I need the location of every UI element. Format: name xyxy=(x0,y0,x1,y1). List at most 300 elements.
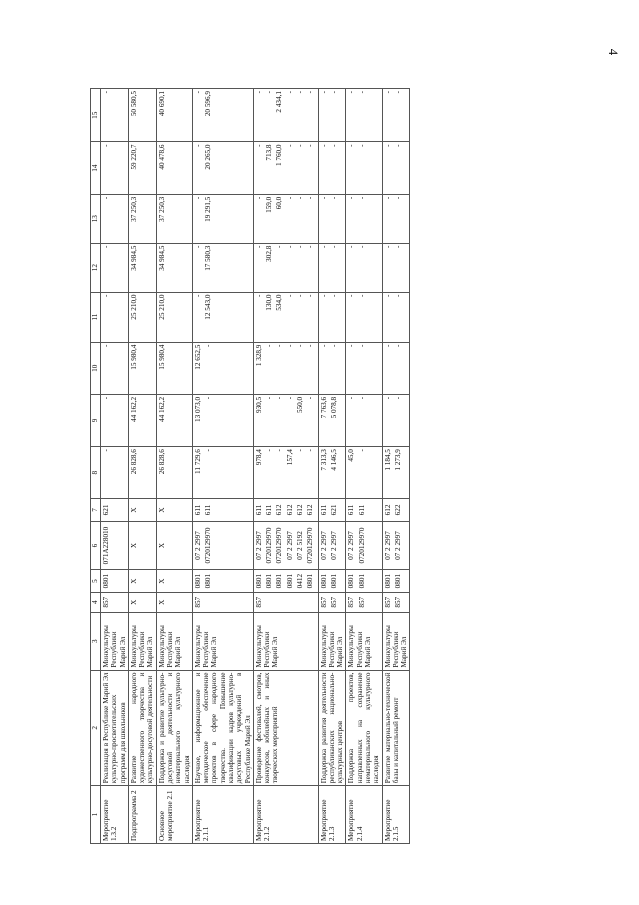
cell-value: - xyxy=(295,294,304,297)
col-header: 15 xyxy=(91,89,101,142)
measure-code: Основное мероприятие 2.1 xyxy=(156,786,192,844)
cell-value: - xyxy=(275,245,284,249)
cell-c7 xyxy=(192,499,253,521)
col-header: 3 xyxy=(91,612,101,670)
cell-c10 xyxy=(253,342,318,394)
measure-code: Подпрограмма 2 xyxy=(128,786,156,844)
cell-c7 xyxy=(346,499,382,521)
responsible-executor: Минкультуры Республики Марий Эл xyxy=(253,612,318,670)
cell-value: 0801 xyxy=(254,573,263,589)
table-row xyxy=(346,89,382,844)
table-row xyxy=(128,89,156,844)
cell-c11 xyxy=(156,292,192,342)
cell-c9 xyxy=(101,394,129,446)
cell-value: - xyxy=(329,196,338,200)
cell-c4 xyxy=(192,592,253,612)
cell-value: - xyxy=(285,294,294,297)
cell-value: - xyxy=(285,144,294,147)
col-header: 9 xyxy=(91,394,101,446)
cell-value: - xyxy=(357,196,366,200)
table-row xyxy=(156,89,192,844)
col-header: 1 xyxy=(91,786,101,844)
cell-value: - xyxy=(193,294,202,297)
cell-value: 621 xyxy=(102,504,110,516)
cell-c13 xyxy=(101,194,129,243)
cell-c15 xyxy=(382,89,410,142)
cell-value: 07 2 2997 xyxy=(329,531,338,560)
cell-value: 0801 xyxy=(329,573,338,589)
table-row xyxy=(382,89,410,844)
cell-c7 xyxy=(318,499,346,521)
cell-value: - xyxy=(275,449,284,452)
cell-c5 xyxy=(346,570,382,592)
cell-value: 0720129970 xyxy=(306,527,315,564)
cell-value: - xyxy=(357,245,366,249)
table-row xyxy=(318,89,346,844)
cell-value: - xyxy=(102,144,110,147)
cell-value: 44 162,2 xyxy=(129,396,138,422)
cell-value: - xyxy=(295,196,304,200)
cell-value: 26 828,6 xyxy=(129,449,138,475)
measure-code: Мероприятие 1.3.2 xyxy=(101,786,129,844)
cell-value: 713,8 xyxy=(265,144,274,161)
cell-value: 612 xyxy=(306,504,315,516)
cell-value: 4 146,5 xyxy=(329,449,338,471)
cell-c15 xyxy=(128,89,156,142)
col-header: 11 xyxy=(91,292,101,342)
cell-value: 0801 xyxy=(306,573,315,589)
cell-value: - xyxy=(383,294,392,297)
measure-code: Мероприятие 2.1.2 xyxy=(253,786,318,844)
responsible-executor: Минкультуры Республики Марий Эл xyxy=(318,612,346,670)
cell-value: 26 828,6 xyxy=(157,449,166,475)
cell-value: - xyxy=(275,396,284,400)
cell-value: 2 434,1 xyxy=(275,91,284,113)
cell-value: 612 xyxy=(383,504,392,516)
cell-value: 130,0 xyxy=(265,294,274,311)
cell-value: - xyxy=(102,91,110,94)
cell-c8 xyxy=(253,447,318,499)
cell-value: X xyxy=(129,542,138,549)
cell-c10 xyxy=(128,342,156,394)
cell-value: 0801 xyxy=(265,573,274,589)
cell-c9 xyxy=(156,394,192,446)
cell-value: 17 580,3 xyxy=(204,245,213,271)
cell-c14 xyxy=(128,142,156,194)
cell-value: - xyxy=(193,245,202,249)
cell-value: 857 xyxy=(393,596,402,608)
cell-c9 xyxy=(128,394,156,446)
cell-value: - xyxy=(347,294,356,297)
cell-value: 622 xyxy=(393,504,402,516)
cell-value: 0801 xyxy=(102,573,110,589)
cell-value: - xyxy=(306,449,315,452)
cell-value: - xyxy=(347,396,356,400)
cell-value: - xyxy=(347,144,356,147)
cell-value: - xyxy=(306,196,315,200)
cell-value: 45,0 xyxy=(347,449,356,462)
cell-value: X xyxy=(129,507,138,513)
cell-c6 xyxy=(318,521,346,570)
cell-value: 0801 xyxy=(393,573,402,589)
cell-c9 xyxy=(253,394,318,446)
cell-value: - xyxy=(295,245,304,249)
cell-value: - xyxy=(193,144,202,147)
budget-table xyxy=(90,88,410,844)
cell-value: - xyxy=(102,449,110,452)
cell-value: 0720129970 xyxy=(275,527,284,564)
cell-value: - xyxy=(347,196,356,200)
cell-value: - xyxy=(393,196,402,200)
cell-value: - xyxy=(357,91,366,94)
cell-value: - xyxy=(285,396,294,400)
cell-c4 xyxy=(253,592,318,612)
responsible-executor: Минкультуры Республики Марий Эл xyxy=(382,612,410,670)
cell-value: - xyxy=(295,449,304,452)
page-number: 4 xyxy=(606,48,621,56)
cell-value: 40 478,6 xyxy=(157,144,166,170)
cell-value: 857 xyxy=(102,596,110,608)
cell-value: 857 xyxy=(347,596,356,608)
cell-value: 07 2 2997 xyxy=(347,531,356,560)
cell-c9 xyxy=(318,394,346,446)
cell-value: 40 690,1 xyxy=(157,91,166,117)
cell-c8 xyxy=(101,447,129,499)
cell-c13 xyxy=(128,194,156,243)
cell-c6 xyxy=(128,521,156,570)
cell-value: 157,4 xyxy=(285,449,294,466)
cell-c14 xyxy=(318,142,346,194)
cell-value: 159,0 xyxy=(265,196,274,213)
cell-c6 xyxy=(382,521,410,570)
cell-value: - xyxy=(329,144,338,147)
cell-value: 12 543,0 xyxy=(204,294,213,320)
cell-value: - xyxy=(383,144,392,147)
cell-value: - xyxy=(329,294,338,297)
cell-c12 xyxy=(318,243,346,292)
table-row xyxy=(101,89,129,844)
cell-value: 20 265,0 xyxy=(204,144,213,170)
cell-value: - xyxy=(295,91,304,94)
cell-c12 xyxy=(382,243,410,292)
cell-value: - xyxy=(306,294,315,297)
cell-c12 xyxy=(128,243,156,292)
col-header: 12 xyxy=(91,243,101,292)
cell-value: - xyxy=(319,196,328,200)
cell-value: - xyxy=(285,91,294,94)
cell-value: 611 xyxy=(347,504,356,516)
cell-c4 xyxy=(318,592,346,612)
cell-c9 xyxy=(192,394,253,446)
cell-value: - xyxy=(383,245,392,249)
cell-c11 xyxy=(382,292,410,342)
measure-title: Проведение фестивалей, смотров, конкурсов, юбилейных и иных творческих мероприятий xyxy=(253,670,318,786)
cell-value: - xyxy=(254,196,263,200)
cell-c15 xyxy=(318,89,346,142)
cell-value: 34 984,5 xyxy=(157,245,166,271)
measure-code: Мероприятие 2.1.3 xyxy=(318,786,346,844)
cell-c9 xyxy=(346,394,382,446)
cell-c13 xyxy=(156,194,192,243)
cell-value: - xyxy=(193,91,202,94)
cell-value: - xyxy=(265,449,274,452)
cell-value: - xyxy=(329,245,338,249)
cell-c8 xyxy=(346,447,382,499)
cell-c5 xyxy=(253,570,318,592)
cell-value: - xyxy=(393,344,402,347)
cell-value: 302,8 xyxy=(265,245,274,262)
cell-c6 xyxy=(253,521,318,570)
cell-value: 37 250,3 xyxy=(157,196,166,222)
cell-value: - xyxy=(102,396,110,400)
cell-value: 0801 xyxy=(347,573,356,589)
cell-value: 12 652,5 xyxy=(193,344,202,370)
cell-value: - xyxy=(295,144,304,147)
col-header: 13 xyxy=(91,194,101,243)
cell-c8 xyxy=(128,447,156,499)
responsible-executor: Минкультуры Республики Марий Эл xyxy=(101,612,129,670)
cell-value: - xyxy=(357,144,366,147)
cell-value: 0801 xyxy=(275,573,284,589)
cell-c7 xyxy=(382,499,410,521)
cell-value: - xyxy=(347,245,356,249)
cell-value: 612 xyxy=(275,504,284,516)
col-header: 5 xyxy=(91,570,101,592)
cell-value: - xyxy=(102,294,110,297)
cell-c10 xyxy=(318,342,346,394)
col-header: 2 xyxy=(91,670,101,786)
cell-value: 07 2 2997 xyxy=(393,531,402,560)
cell-value: - xyxy=(357,449,366,452)
cell-value: 611 xyxy=(254,504,263,516)
cell-c9 xyxy=(382,394,410,446)
cell-value: 611 xyxy=(265,504,274,516)
cell-value: - xyxy=(265,91,274,94)
cell-c14 xyxy=(192,142,253,194)
cell-value: 611 xyxy=(357,504,366,516)
table-body xyxy=(101,89,410,844)
cell-c14 xyxy=(346,142,382,194)
cell-value: X xyxy=(157,578,166,584)
responsible-executor: Минкультуры Республики Марий Эл xyxy=(346,612,382,670)
cell-value: 59 220,7 xyxy=(129,144,138,170)
cell-value: - xyxy=(319,91,328,94)
cell-c15 xyxy=(156,89,192,142)
cell-value: - xyxy=(393,245,402,249)
cell-value: - xyxy=(347,91,356,94)
cell-value: 857 xyxy=(329,596,338,608)
cell-c5 xyxy=(318,570,346,592)
responsible-executor: Минкультуры Республики Марий Эл xyxy=(156,612,192,670)
cell-value: 857 xyxy=(254,596,263,608)
measure-code: Мероприятие 2.1.5 xyxy=(382,786,410,844)
cell-value: 07 2 5192 xyxy=(295,531,304,560)
cell-c6 xyxy=(101,521,129,570)
cell-c5 xyxy=(192,570,253,592)
cell-c5 xyxy=(101,570,129,592)
cell-value: - xyxy=(383,91,392,94)
cell-c11 xyxy=(128,292,156,342)
cell-value: - xyxy=(383,196,392,200)
cell-value: 13 073,0 xyxy=(193,396,202,422)
responsible-executor: Минкультуры Республики Марий Эл xyxy=(128,612,156,670)
cell-value: - xyxy=(306,344,315,347)
col-header: 8 xyxy=(91,447,101,499)
column-number-row xyxy=(91,89,101,844)
cell-c15 xyxy=(192,89,253,142)
cell-c10 xyxy=(192,342,253,394)
cell-value: 611 xyxy=(193,504,202,516)
cell-value: - xyxy=(329,344,338,347)
cell-value: 857 xyxy=(319,596,328,608)
cell-value: - xyxy=(383,396,392,400)
cell-c15 xyxy=(253,89,318,142)
cell-value: 1 273,9 xyxy=(393,449,402,471)
measure-code: Мероприятие 2.1.1 xyxy=(192,786,253,844)
cell-value: 930,5 xyxy=(254,396,263,414)
cell-value: 7 763,6 xyxy=(319,396,328,419)
cell-c15 xyxy=(101,89,129,142)
cell-value: X xyxy=(129,599,138,605)
cell-value: 1 328,9 xyxy=(254,344,263,367)
cell-value: - xyxy=(329,91,338,94)
col-header: 6 xyxy=(91,521,101,570)
cell-value: - xyxy=(285,245,294,249)
cell-c7 xyxy=(156,499,192,521)
cell-value: 60,0 xyxy=(275,196,284,210)
cell-value: - xyxy=(265,344,274,347)
cell-value: - xyxy=(319,344,328,347)
measure-title: Поддержка и развитие культурно-досуговой деятельности и нематериального культурного наследия xyxy=(156,670,192,786)
cell-value: - xyxy=(306,91,315,94)
cell-value: 07 2 2997 xyxy=(193,531,202,560)
cell-value: 857 xyxy=(357,596,366,608)
cell-c10 xyxy=(382,342,410,394)
cell-value: - xyxy=(357,396,366,400)
cell-value: 50 580,5 xyxy=(129,91,138,117)
cell-value: - xyxy=(193,196,202,200)
cell-value: X xyxy=(157,507,166,513)
measure-title: Реализация в Республике Марий Эл культурно-просветительских программ для школьников xyxy=(101,670,129,786)
cell-c13 xyxy=(253,194,318,243)
cell-value: X xyxy=(129,578,138,584)
table-row xyxy=(253,89,318,844)
cell-c10 xyxy=(346,342,382,394)
cell-c15 xyxy=(346,89,382,142)
cell-value: X xyxy=(157,542,166,549)
cell-value: 0801 xyxy=(383,573,392,589)
cell-c10 xyxy=(101,342,129,394)
cell-value: - xyxy=(204,396,213,400)
cell-value: - xyxy=(285,344,294,347)
cell-value: 071A228010 xyxy=(102,526,110,565)
cell-value: 0801 xyxy=(357,573,366,589)
cell-value: 0801 xyxy=(319,573,328,589)
measure-code: Мероприятие 2.1.4 xyxy=(346,786,382,844)
cell-value: 44 162,2 xyxy=(157,396,166,422)
measure-title: Научное, информационное и методическое обеспечение проектов в сфере народного творчества. Повышение квалификации кадров культурно-досуговых учреждений в Республике Марий Эл xyxy=(192,670,253,786)
cell-c13 xyxy=(318,194,346,243)
cell-value: 1 760,0 xyxy=(275,144,284,167)
cell-value: 857 xyxy=(383,596,392,608)
cell-value: 621 xyxy=(329,504,338,516)
cell-value: 611 xyxy=(204,504,213,516)
cell-value: 857 xyxy=(193,596,202,608)
cell-c5 xyxy=(382,570,410,592)
cell-value: - xyxy=(204,449,213,452)
responsible-executor: Минкультуры Республики Марий Эл xyxy=(192,612,253,670)
cell-value: - xyxy=(393,144,402,147)
cell-value: - xyxy=(254,91,263,94)
cell-c8 xyxy=(192,447,253,499)
cell-value: 37 250,3 xyxy=(129,196,138,222)
cell-value: X xyxy=(157,599,166,605)
cell-value: - xyxy=(383,344,392,347)
cell-c4 xyxy=(156,592,192,612)
col-header: 14 xyxy=(91,142,101,194)
cell-value: 978,4 xyxy=(254,449,263,466)
cell-c14 xyxy=(156,142,192,194)
cell-value: 0801 xyxy=(204,573,213,589)
cell-c4 xyxy=(346,592,382,612)
cell-c7 xyxy=(253,499,318,521)
cell-value: - xyxy=(357,294,366,297)
cell-c8 xyxy=(382,447,410,499)
cell-c13 xyxy=(382,194,410,243)
cell-c12 xyxy=(156,243,192,292)
cell-value: - xyxy=(102,344,110,347)
cell-c12 xyxy=(101,243,129,292)
cell-value: 0720129970 xyxy=(357,527,366,564)
cell-c4 xyxy=(382,592,410,612)
cell-value: - xyxy=(102,245,110,249)
cell-value: 0720129970 xyxy=(265,527,274,564)
measure-title: Поддержка развития деятельности республиканских национально-культурных центров xyxy=(318,670,346,786)
cell-c12 xyxy=(253,243,318,292)
col-header: 10 xyxy=(91,342,101,394)
cell-value: 19 291,5 xyxy=(204,196,213,222)
col-header: 7 xyxy=(91,499,101,521)
cell-c6 xyxy=(346,521,382,570)
measure-title: Поддержка проектов, направленных на сохранение нематериального культурного наследия xyxy=(346,670,382,786)
cell-value: 0412 xyxy=(295,573,304,589)
cell-c11 xyxy=(318,292,346,342)
cell-value: - xyxy=(306,245,315,249)
cell-value: - xyxy=(265,396,274,400)
cell-value: 1 184,5 xyxy=(383,449,392,471)
cell-c12 xyxy=(192,243,253,292)
cell-c11 xyxy=(253,292,318,342)
cell-c5 xyxy=(128,570,156,592)
cell-c14 xyxy=(253,142,318,194)
cell-c13 xyxy=(192,194,253,243)
cell-c8 xyxy=(156,447,192,499)
cell-c7 xyxy=(101,499,129,521)
table-row xyxy=(192,89,253,844)
cell-value: - xyxy=(204,344,213,347)
cell-value: 550,0 xyxy=(295,396,304,414)
cell-c11 xyxy=(101,292,129,342)
cell-value: 0720129970 xyxy=(204,527,213,564)
cell-c4 xyxy=(101,592,129,612)
cell-c14 xyxy=(101,142,129,194)
cell-c5 xyxy=(156,570,192,592)
cell-value: - xyxy=(285,196,294,200)
cell-value: 07 2 2997 xyxy=(319,531,328,560)
cell-value: - xyxy=(254,294,263,297)
cell-c11 xyxy=(192,292,253,342)
col-header: 4 xyxy=(91,592,101,612)
